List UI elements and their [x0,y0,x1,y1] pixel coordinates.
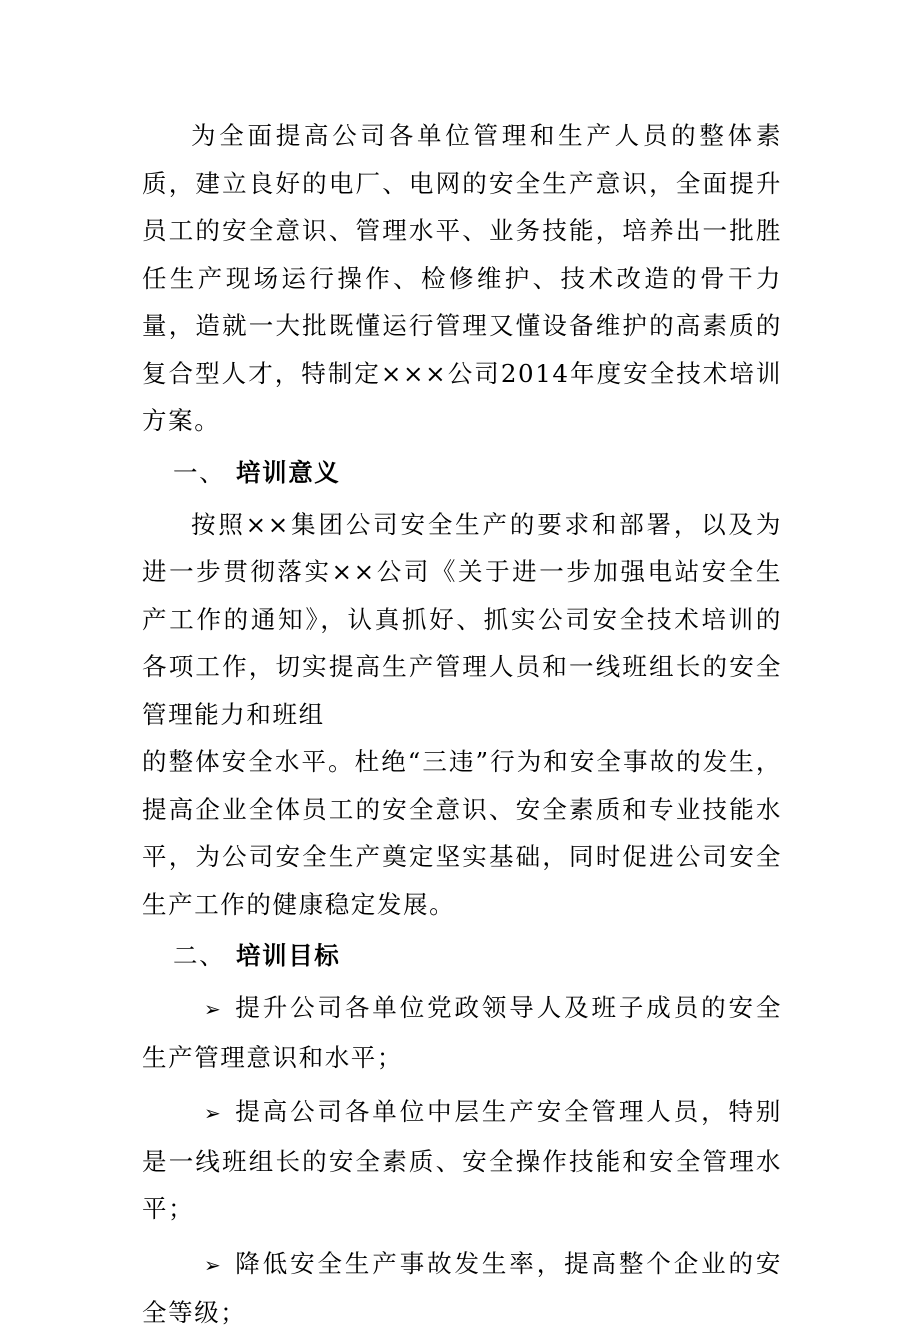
arrow-bullet-icon: ➢ [204,997,223,1021]
section-1-paragraph [142,501,782,929]
arrow-bullet-icon: ➢ [204,1252,223,1277]
section-number-2: 二、 [173,941,226,970]
document-body [142,112,782,1344]
section-number-1: 一、 [173,457,226,487]
list-item-text: 提高公司各单位中层生产安全管理人员，特别是一线班组长的安全素质、安全操作技能和安全管理水平； [142,1097,782,1223]
list-item [142,1240,782,1337]
arrow-bullet-icon: ➢ [204,1101,223,1125]
list-item [142,1088,782,1233]
section-title-1: 培训意义 [236,457,341,487]
section-1-paragraph-line-1: 按照××集团公司安全生产的要求和部署，以及为进一步贯彻落实××公司《关于进一步加强电站安全生产工作的通知》，认真抓好、抓实公司安全技术培训的各项工作，切实提高生产管理人员和一线班组长的安全管理能力和班组 [142,509,782,729]
section-heading-1 [142,447,782,499]
section-title-2: 培训目标 [236,941,341,970]
section-heading-2 [142,930,782,982]
section-1-paragraph-line-2: 的整体安全水平。杜绝“三违”行为和安全事故的发生，提高企业全体员工的安全意识、安全素质和专业技能水平，为公司安全生产奠定坚实基础，同时促进公司安全生产工作的健康稳定发展。 [142,747,782,919]
list-item [142,984,782,1081]
list-item-text: 降低安全生产事故发生率，提高整个企业的安全等级； [142,1248,782,1327]
intro-paragraph: 为全面提高公司各单位管理和生产人员的整体素质，建立良好的电厂、电网的安全生产意识，全面提升员工的安全意识、管理水平、业务技能，培养出一批胜任生产现场运行操作、检修维护、技术改造的骨干力量，造就一大批既懂运行管理又懂设备维护的高素质的复合型人才，特制定×××公司2014年度安全技术培训方案。 [142,121,782,435]
list-item-text: 提升公司各单位党政领导人及班子成员的安全生产管理意识和水平； [142,993,782,1072]
